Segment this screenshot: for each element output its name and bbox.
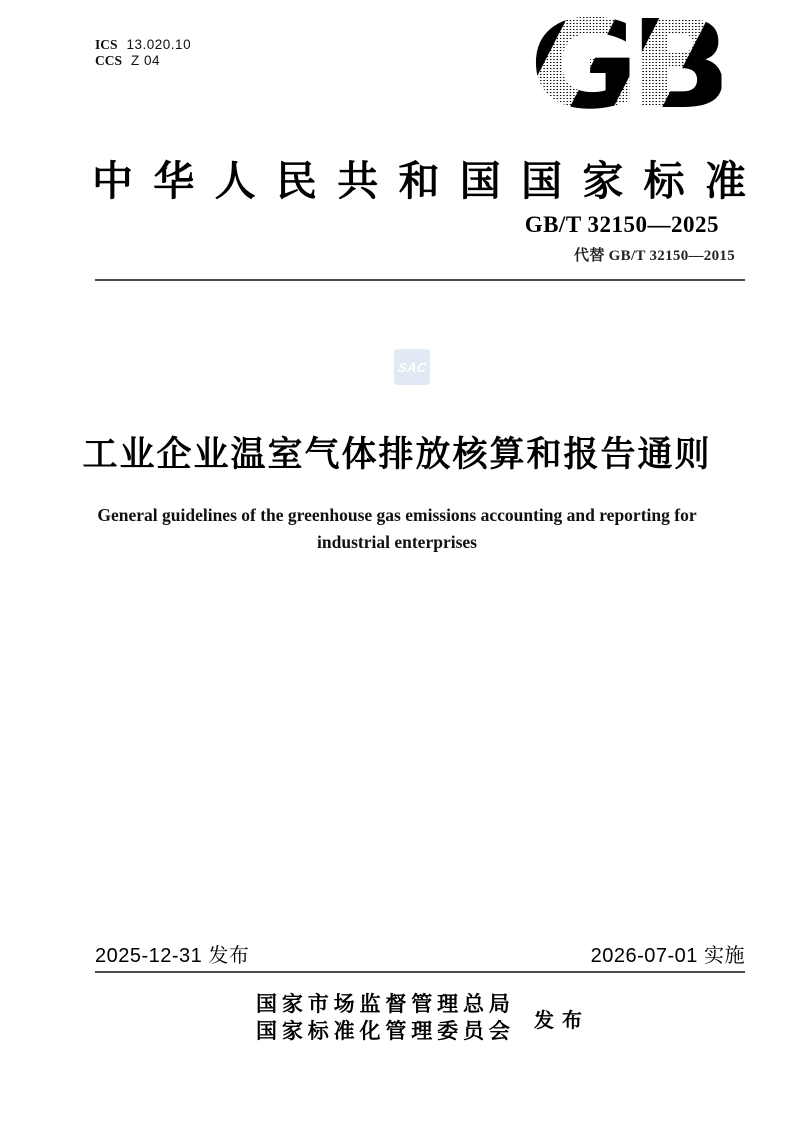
issuer-block [256,991,582,1045]
standard-number: GB/T 32150—2025 [524,212,719,237]
issue-date: 2025-12-31 发布 [95,945,250,967]
issuer-line-1: 国 家 市 场 监 督 管 理 总 局 [256,992,510,1016]
ccs-code: Z 04 [131,53,161,68]
ics-label: ICS [95,37,118,52]
replaces-note: 代替 GB/T 32150—2015 [574,248,735,264]
ccs-label: CCS [95,53,123,68]
bottom-divider-line [95,971,745,973]
issuer-line-2: 国 家 标 准 化 管 理 委 员 会 [256,1019,510,1043]
classification-codes [95,37,191,69]
publish-label: 发 布 [534,1009,582,1032]
gb-logo [529,0,723,136]
document-title-en-line1: General guidelines of the greenhouse gas emissions accounting and reporting for [97,505,697,525]
document-title-zh: 工业企业温室气体排放核算和报告通则 [82,435,712,474]
top-divider-line [95,279,745,281]
document-title-en-line2: industrial enterprises [317,532,477,552]
implementation-date: 2026-07-01 实施 [590,945,745,967]
ics-code: 13.020.10 [126,37,192,52]
ccs-line [95,53,191,69]
ics-line [95,37,191,53]
sac-watermark-icon [394,349,430,385]
sac-watermark-text: SAC [396,359,428,375]
issuer-lines [256,991,510,1045]
document-title-en [72,502,722,556]
national-standard-heading: 中 华 人 民 共 和 国 国 家 标 准 [92,158,746,204]
gb-logo-text: GB [529,0,723,136]
